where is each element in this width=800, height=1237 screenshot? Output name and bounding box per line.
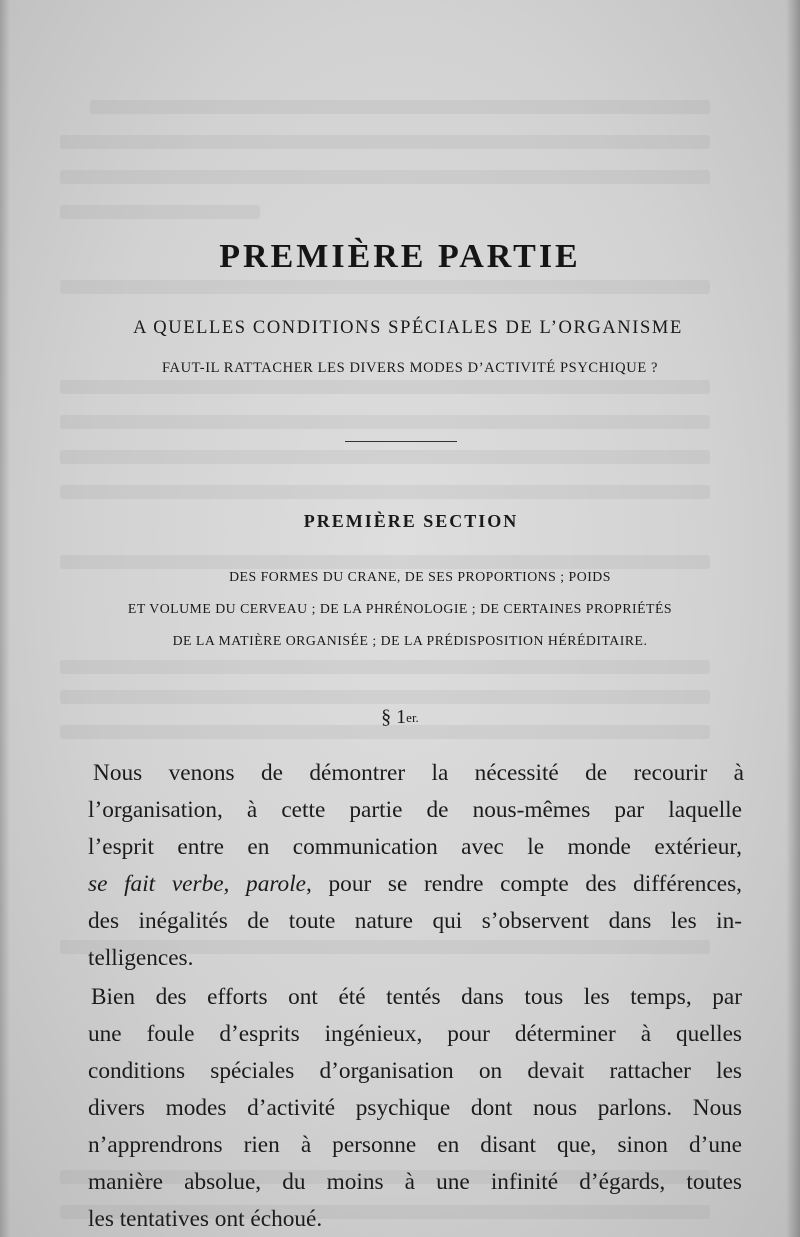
body-line: Nous venons de démontrer la nécessité de recourir à [93,760,744,786]
page-right-edge-shadow [786,0,800,1237]
body-line: conditions spéciales d’organisation on devait rattacher les [88,1058,742,1084]
body-line: l’organisation, à cette partie de nous-mêmes par laquelle [88,797,742,823]
paragraph-ordinal-suffix: er. [406,710,419,725]
body-line: les tentatives ont échoué. [88,1206,323,1232]
page-left-edge-shadow [0,0,10,1237]
body-line: une foule d’esprits ingénieux, pour déterminer à quelles [88,1021,742,1047]
section-subtitle-line-1: DES FORMES DU CRANE, DE SES PROPORTIONS ; POIDS [229,569,611,584]
italic-phrase: se fait verbe, parole [88,871,307,897]
section-subtitle-line-3: DE LA MATIÈRE ORGANISÉE ; DE LA PRÉDISPOSITION HÉRÉDITAIRE. [172,633,648,648]
body-line: divers modes d’activité psychique dont nous parlons. Nous [88,1095,742,1121]
part-subtitle-line-1: A QUELLES CONDITIONS SPÉCIALES DE L’ORGANISME [133,318,683,338]
body-line: des inégalités de toute nature qui s’observent dans les in- [88,908,742,934]
paragraph-mark [0,706,800,729]
body-line: l’esprit entre en communication avec le monde extérieur, [88,834,742,860]
section-subtitle-line-2: ET VOLUME DU CERVEAU ; DE LA PHRÉNOLOGIE ; DE CERTAINES PROPRIÉTÉS [127,601,673,616]
section-title: PREMIÈRE SECTION [303,511,519,531]
body-line: Bien des efforts ont été tentés dans tous les temps, par [91,984,742,1010]
body-line: n’apprendrons rien à personne en disant que, sinon d’une [88,1132,742,1158]
paragraph-symbol: § 1 [381,706,407,728]
body-line: telligences. [88,945,194,971]
section-divider-rule [345,441,457,442]
part-subtitle-line-2: FAUT-IL RATTACHER LES DIVERS MODES D’ACTIVITÉ PSYCHIQUE ? [161,360,659,376]
body-line-rest: , pour se rendre compte des différences, [306,871,743,897]
part-title: PREMIÈRE PARTIE [219,238,581,275]
body-line: manière absolue, du moins à une infinité d’égards, toutes [88,1169,742,1195]
body-line [88,871,742,905]
